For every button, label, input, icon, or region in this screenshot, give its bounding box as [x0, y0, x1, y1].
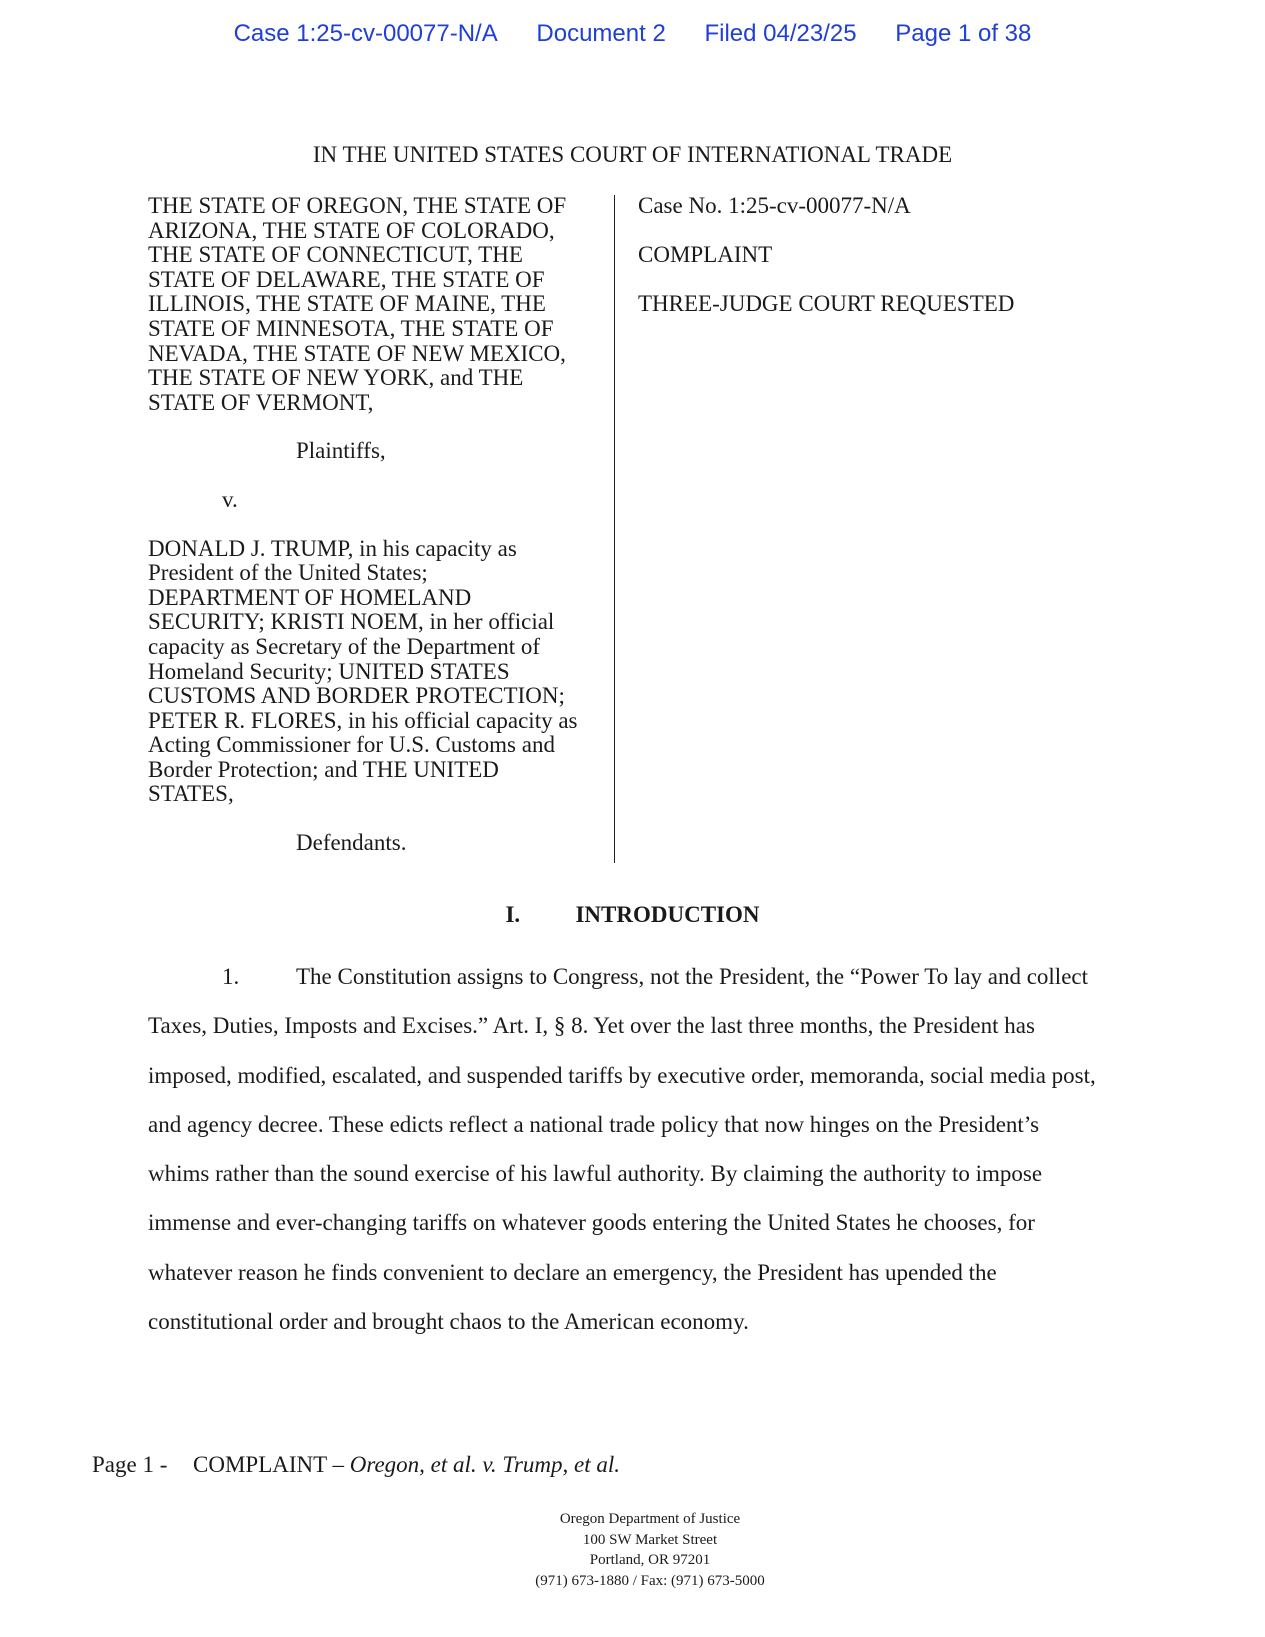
- paragraph-1: [148, 952, 1098, 1346]
- paragraph-number: 1.: [222, 964, 240, 989]
- section-title: INTRODUCTION: [575, 902, 760, 927]
- footer-page-label: Page 1 -: [92, 1452, 168, 1477]
- address-street: 100 SW Market Street: [582, 1531, 718, 1548]
- footer-doc-label: COMPLAINT –: [193, 1452, 345, 1477]
- case-number: Case No. 1:25-cv-00077-N/A: [638, 193, 911, 218]
- address-city: Portland, OR 97201: [589, 1552, 711, 1568]
- document-type: COMPLAINT: [638, 242, 773, 268]
- ecf-document-number: Document 2: [536, 20, 666, 47]
- defendants-label: Defendants.: [296, 830, 407, 856]
- caption-case-info: [638, 194, 1158, 342]
- footer-case-short: Oregon, et al. v. Trump, et al.: [349, 1452, 620, 1477]
- address-office: Oregon Department of Justice: [559, 1511, 741, 1527]
- caption-parties: [148, 194, 618, 856]
- section-number: I.: [505, 902, 521, 927]
- court-request: THREE-JUDGE COURT REQUESTED: [638, 291, 1015, 317]
- defendants-list: DONALD J. TRUMP, in his capacity as President of the United States; DEPARTMENT OF HOMELAND SECURITY; KRISTI NOEM, in her official capacity as Secretary of the Department of Homeland Security; UNITED STATES CUSTOMS AND BORDER PROTECTION; PETER R. FLORES, in his official capacity as Acting Commissioner for U.S. Customs and Border Protection; and THE UNITED STATES,: [148, 535, 578, 807]
- ecf-filed-date: Filed 04/23/25: [704, 20, 857, 47]
- versus-label: v.: [222, 486, 238, 512]
- court-title: IN THE UNITED STATES COURT OF INTERNATIONAL TRADE: [312, 142, 953, 167]
- section-heading: [0, 902, 1265, 928]
- paragraph-text: The Constitution assigns to Congress, not the President, the “Power To lay and collect Taxes, Duties, Imposts and Excises.” Art. I, § 8. Yet over the last three months, the President has imposed, modified, escalated, and suspended tariffs by executive order, memoranda, social media post, and agency decree. These edicts reflect a national trade policy that now hinges on the President’s whims rather than the sound exercise of his lawful authority. By claiming the authority to impose immense and ever-changing tariffs on whatever goods entering the United States he chooses, for whatever reason he finds convenient to declare an emergency, the President has upended the constitutional order and brought chaos to the American economy.: [148, 964, 1096, 1335]
- plaintiffs-label: Plaintiffs,: [296, 438, 386, 464]
- ecf-header: [0, 20, 1265, 48]
- caption-divider: [614, 195, 615, 863]
- ecf-case-number: Case 1:25-cv-00077-N/A: [233, 20, 498, 47]
- address-phone: (971) 673-1880 / Fax: (971) 673-5000: [535, 1572, 765, 1589]
- office-address: [0, 1509, 1265, 1591]
- page-footer: [92, 1452, 620, 1478]
- ecf-page-count: Page 1 of 38: [895, 20, 1032, 47]
- plaintiffs-list: THE STATE OF OREGON, THE STATE OF ARIZONA, THE STATE OF COLORADO, THE STATE OF CONNECTICUT, THE STATE OF DELAWARE, THE STATE OF ILLINOIS, THE STATE OF MAINE, THE STATE OF MINNESOTA, THE STATE OF NEVADA, THE STATE OF NEW MEXICO, THE STATE OF NEW YORK, and THE STATE OF VERMONT,: [148, 193, 567, 415]
